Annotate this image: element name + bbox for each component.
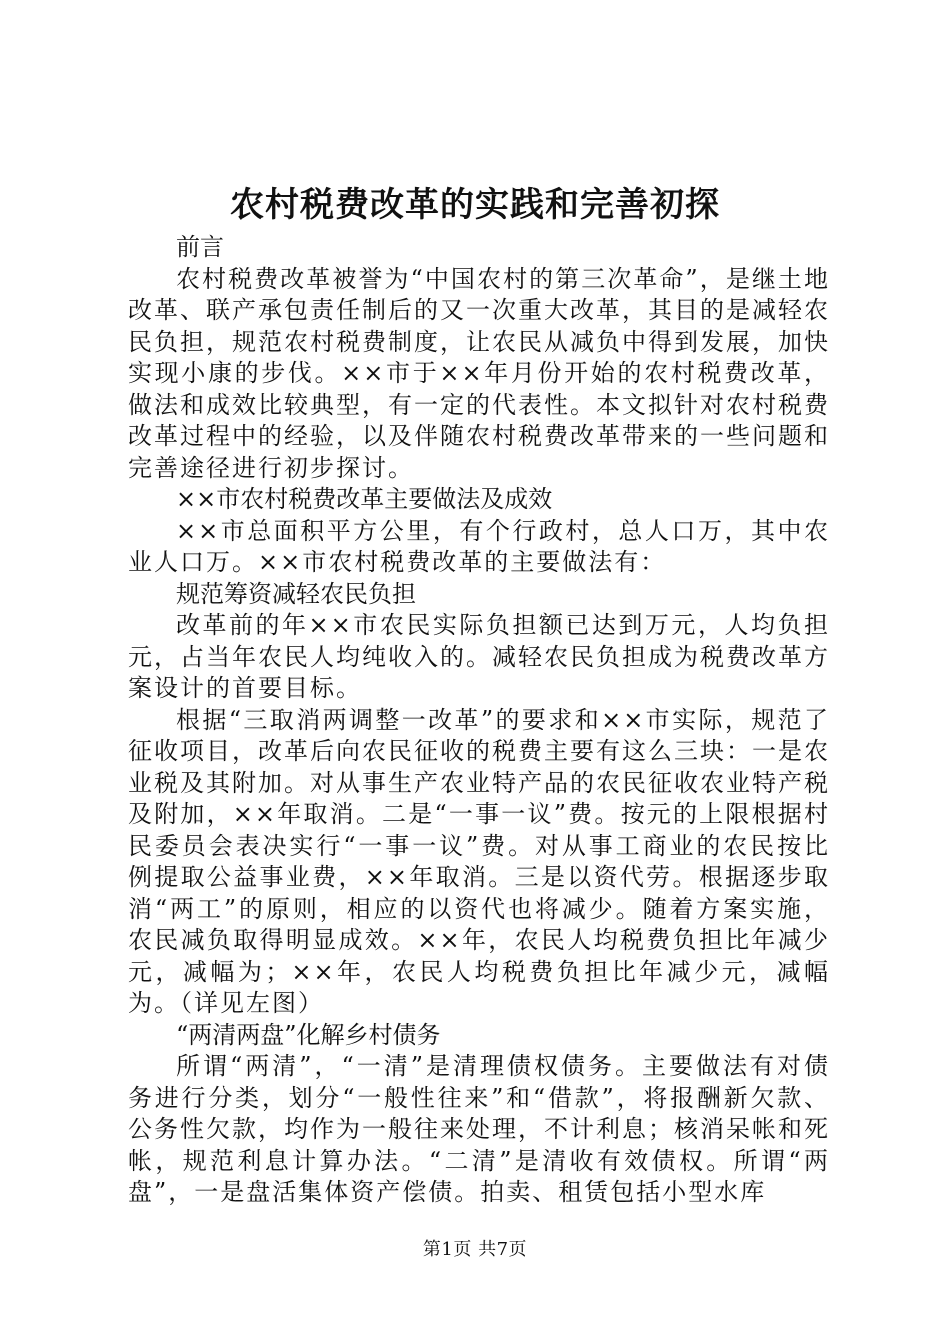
subsection-heading-debt: “两清两盘”化解乡村债务 [176, 1020, 441, 1049]
paragraph-overview: ××市总面积平方公里，有个行政村，总人口万，其中农业人口万。××市农村税费改革的主要做法有： [128, 516, 830, 576]
paragraph-reform-items: 根据“三取消两调整一改革”的要求和××市实际，规范了征收项目，改革后向农民征收的税费主要有这么三块：一是农业税及其附加。对从事生产农业特产品的农民征收农业特产税及附加，××年取消。二是“一事一议”费。按元的上限根据村民委员会表决实行“一事一议”费。对从事工商业的农民按比例提取公益事业费，××年取消。三是以资代劳。根据逐步取消“两工”的原则，相应的以资代也将减少。随着方案实施，农民减负取得明显成效。××年，农民人均税费负担比年减少元，减幅为；××年，农民人均税费负担比年减少元，减幅为。（详见左图） [128, 705, 830, 1017]
section-heading-practice: ××市农村税费改革主要做法及成效 [176, 485, 553, 513]
paragraph-burden: 改革前的年××市农民实际负担额已达到万元，人均负担元，占当年农民人均纯收入的。减轻农民负担成为税费改革方案设计的首要目标。 [128, 611, 830, 702]
document-title: 农村税费改革的实践和完善初探 [230, 185, 720, 225]
section-heading-preface: 前言 [176, 233, 224, 261]
page-footer: 第1页 共7页 [422, 1239, 528, 1260]
document-body [128, 232, 830, 1209]
paragraph-debt: 所谓“两清”，“一清”是清理债权债务。主要做法有对债务进行分类，划分“一般性往来”和“借款”，将报酬新欠款、公务性欠款，均作为一般往来处理，不计利息；核消呆帐和死帐，规范利息计算办法。“二清”是清收有效债权。所谓“两盘”，一是盘活集体资产偿债。拍卖、租赁包括小型水库 [128, 1052, 830, 1206]
subsection-heading-burden: 规范筹资减轻农民负担 [176, 579, 416, 608]
paragraph-intro: 农村税费改革被誉为“中国农村的第三次革命”，是继土地改革、联产承包责任制后的又一次重大改革，其目的是减轻农民负担，规范农村税费制度，让农民从减负中得到发展，加快实现小康的步伐。××市于××年月份开始的农村税费改革，做法和成效比较典型，有一定的代表性。本文拟针对农村税费改革过程中的经验，以及伴随农村税费改革带来的一些问题和完善途径进行初步探讨。 [128, 264, 830, 482]
